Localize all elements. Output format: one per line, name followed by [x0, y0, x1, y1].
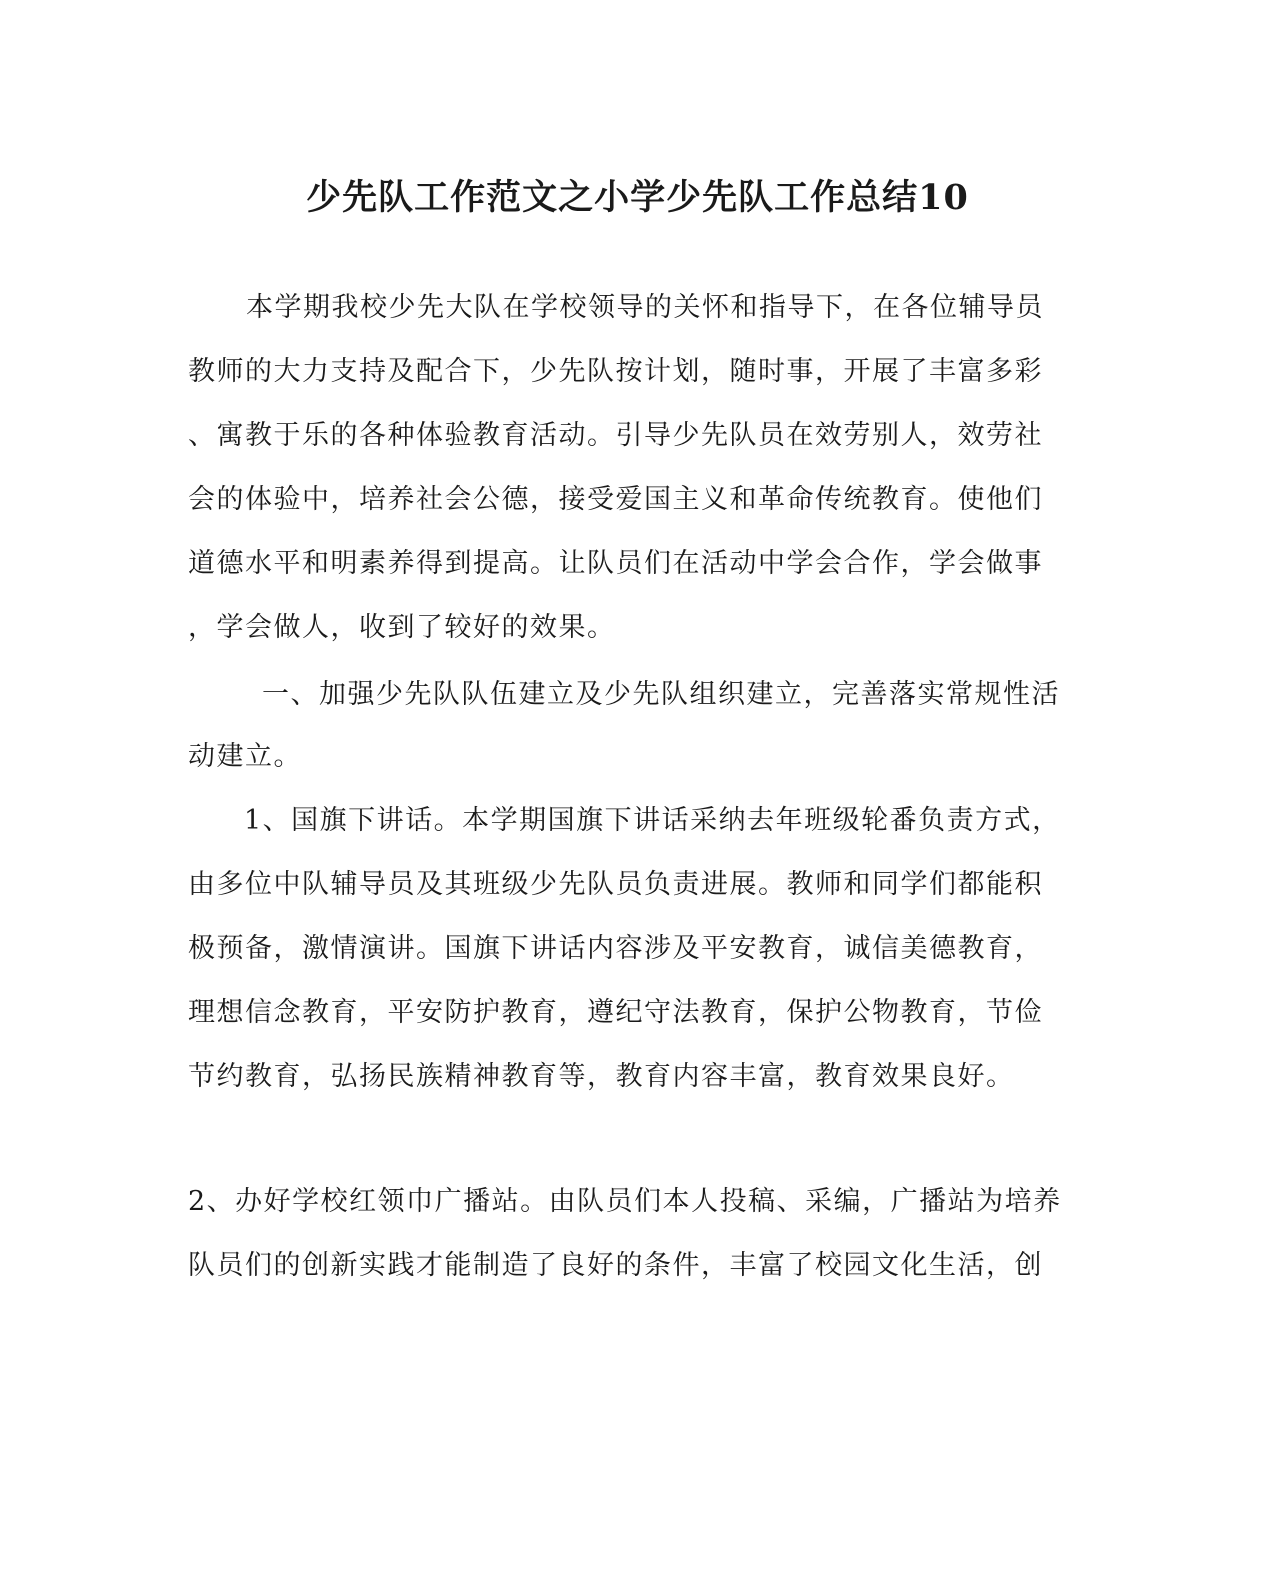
paragraph-2-line-1: 一、加强少先队队伍建立及少先队组织建立，完善落实常规性活: [262, 679, 1060, 710]
paragraph-3-line-2: 由多位中队辅导员及其班级少先队员负责进展。教师和同学们都能积: [188, 869, 1043, 900]
paragraph-1-line-4: 会的体验中，培养社会公德，接受爱国主义和革命传统教育。使他们: [188, 484, 1043, 515]
paragraph-4-line-1: 2、办好学校红领巾广播站。由队员们本人投稿、采编，广播站为培养: [188, 1186, 1062, 1217]
document-title: 少先队工作范文之小学少先队工作总结10: [306, 177, 969, 218]
paragraph-1-line-5: 道德水平和明素养得到提高。让队员们在活动中学会合作，学会做事: [188, 548, 1043, 579]
paragraph-3-line-5: 节约教育，弘扬民族精神教育等，教育内容丰富，教育效果良好。: [188, 1061, 1015, 1092]
paragraph-1-line-2: 教师的大力支持及配合下，少先队按计划，随时事，开展了丰富多彩: [188, 356, 1043, 387]
paragraph-2-line-2: 动建立。: [188, 741, 302, 772]
paragraph-3-line-3: 极预备，激情演讲。国旗下讲话内容涉及平安教育，诚信美德教育，: [188, 933, 1043, 964]
paragraph-1-line-1: 本学期我校少先大队在学校领导的关怀和指导下，在各位辅导员: [246, 292, 1044, 323]
paragraph-1-line-6: ，学会做人，收到了较好的效果。: [188, 612, 616, 643]
paragraph-3-line-4: 理想信念教育，平安防护教育，遵纪守法教育，保护公物教育，节俭: [188, 997, 1043, 1028]
paragraph-1-line-3: 、寓教于乐的各种体验教育活动。引导少先队员在效劳别人，效劳社: [188, 420, 1043, 451]
paragraph-4-line-2: 队员们的创新实践才能制造了良好的条件，丰富了校园文化生活，创: [188, 1250, 1043, 1281]
paragraph-3-line-1: 1、国旗下讲话。本学期国旗下讲话采纳去年班级轮番负责方式，: [244, 805, 1061, 836]
